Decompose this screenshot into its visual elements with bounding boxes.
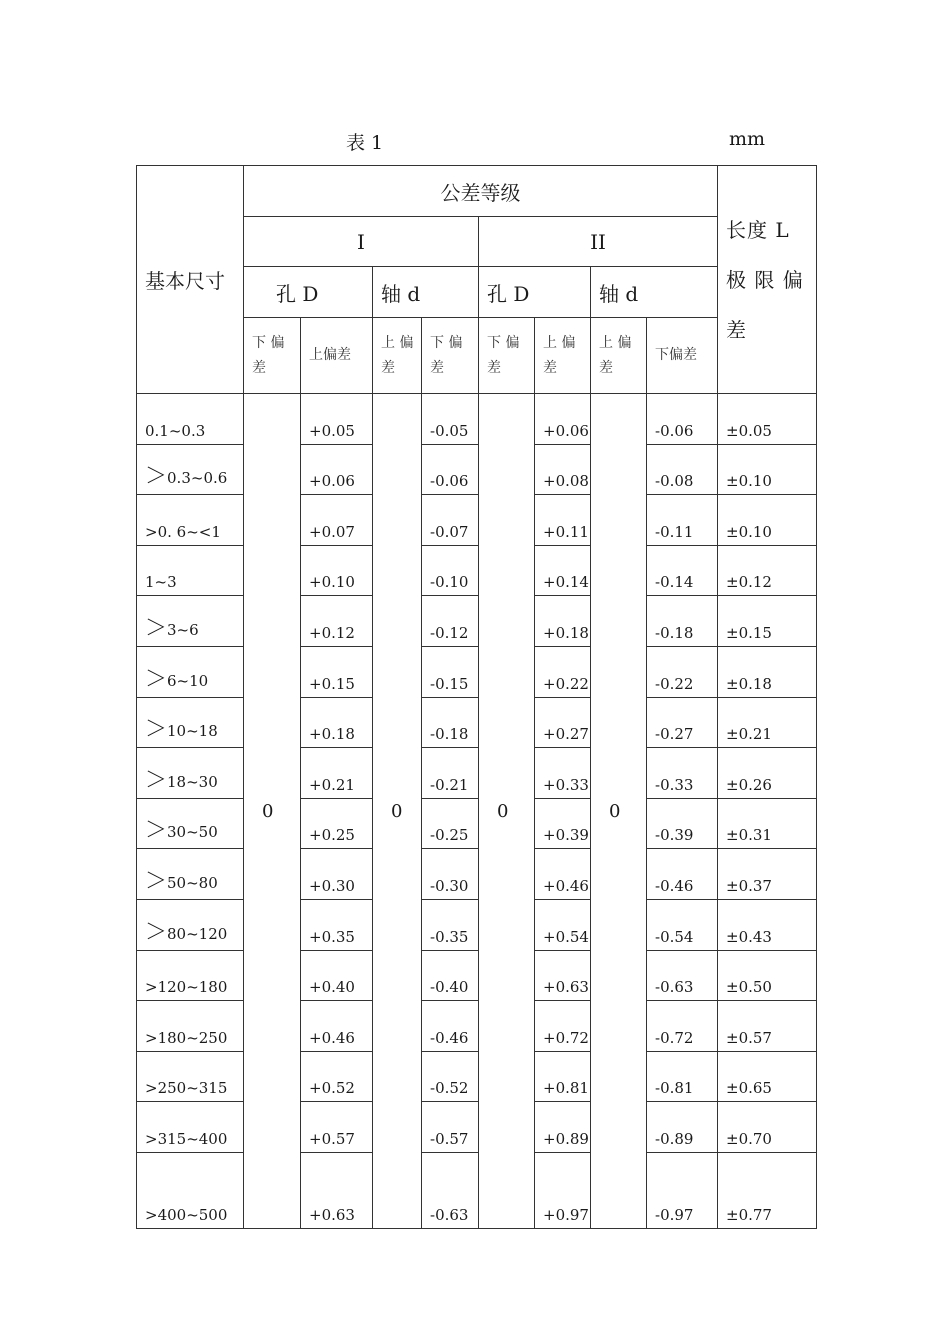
table-row xyxy=(137,798,817,849)
table-row xyxy=(137,1152,817,1228)
shaft-1-lower-dev: -0.18 xyxy=(422,697,479,748)
length-limit-dev: ±0.65 xyxy=(718,1051,817,1102)
shaft-1-lower-dev: -0.25 xyxy=(422,798,479,849)
subheader-lower-dev: 下 偏 差 xyxy=(479,318,535,394)
basic-size-cell: >180~250 xyxy=(137,1001,244,1052)
header-grade-2: II xyxy=(479,217,718,267)
shaft-2-lower-dev: -0.27 xyxy=(647,697,718,748)
length-limit-dev: ±0.15 xyxy=(718,596,817,647)
length-limit-dev: ±0.57 xyxy=(718,1001,817,1052)
hole-2-upper-dev: +0.63 xyxy=(535,950,591,1001)
length-limit-dev: ±0.70 xyxy=(718,1102,817,1153)
header-hole-1: 孔 D xyxy=(244,267,373,318)
hole-1-upper-dev: +0.18 xyxy=(301,697,373,748)
hole-1-upper-dev: +0.46 xyxy=(301,1001,373,1052)
shaft-2-lower-dev: -0.72 xyxy=(647,1001,718,1052)
basic-size-cell: >315~400 xyxy=(137,1102,244,1153)
shaft-2-lower-dev: -0.33 xyxy=(647,748,718,799)
shaft-1-lower-dev: -0.12 xyxy=(422,596,479,647)
hole-2-upper-dev: +0.18 xyxy=(535,596,591,647)
shaft-2-lower-dev: -0.63 xyxy=(647,950,718,1001)
subheader-upper-dev: 上 偏 差 xyxy=(373,318,422,394)
table-row xyxy=(137,1051,817,1102)
hole-2-upper-dev: +0.11 xyxy=(535,495,591,546)
length-limit-dev: ±0.21 xyxy=(718,697,817,748)
hole-1-upper-dev: +0.06 xyxy=(301,444,373,495)
table-row xyxy=(137,545,817,596)
shaft-2-lower-dev: -0.11 xyxy=(647,495,718,546)
table-row xyxy=(137,950,817,1001)
shaft-1-lower-dev: -0.40 xyxy=(422,950,479,1001)
table-row xyxy=(137,849,817,900)
header-shaft-2: 轴 d xyxy=(591,267,718,318)
table-caption: 表 1 xyxy=(346,132,384,154)
length-limit-dev: ±0.43 xyxy=(718,899,817,950)
hole-1-upper-dev: +0.40 xyxy=(301,950,373,1001)
shaft-1-lower-dev: -0.52 xyxy=(422,1051,479,1102)
hole-2-upper-dev: +0.06 xyxy=(535,394,591,445)
hole-1-upper-dev: +0.10 xyxy=(301,545,373,596)
hole-2-upper-dev: +0.22 xyxy=(535,646,591,697)
hole-2-upper-dev: +0.81 xyxy=(535,1051,591,1102)
hole-1-upper-dev: +0.52 xyxy=(301,1051,373,1102)
shaft-2-lower-dev: -0.14 xyxy=(647,545,718,596)
subheader-lower-dev: 下偏差 xyxy=(647,318,718,394)
shaft-2-upper-dev: 0 xyxy=(591,394,647,1229)
table-row xyxy=(137,697,817,748)
length-limit-dev: ±0.50 xyxy=(718,950,817,1001)
shaft-2-lower-dev: -0.81 xyxy=(647,1051,718,1102)
shaft-2-lower-dev: -0.22 xyxy=(647,646,718,697)
hole-2-upper-dev: +0.14 xyxy=(535,545,591,596)
length-limit-dev: ±0.10 xyxy=(718,495,817,546)
shaft-2-lower-dev: -0.08 xyxy=(647,444,718,495)
length-limit-dev: ±0.77 xyxy=(718,1152,817,1228)
subheader-upper-dev: 上偏差 xyxy=(301,318,373,394)
basic-size-cell: >120~180 xyxy=(137,950,244,1001)
table-row xyxy=(137,596,817,647)
hole-2-upper-dev: +0.27 xyxy=(535,697,591,748)
length-limit-dev: ±0.18 xyxy=(718,646,817,697)
table-row xyxy=(137,1102,817,1153)
shaft-2-lower-dev: -0.18 xyxy=(647,596,718,647)
shaft-1-lower-dev: -0.21 xyxy=(422,748,479,799)
hole-1-upper-dev: +0.21 xyxy=(301,748,373,799)
table-row xyxy=(137,1001,817,1052)
hole-2-upper-dev: +0.33 xyxy=(535,748,591,799)
shaft-2-lower-dev: -0.97 xyxy=(647,1152,718,1228)
hole-2-upper-dev: +0.46 xyxy=(535,849,591,900)
basic-size-cell: ＞50~80 xyxy=(137,849,244,900)
shaft-1-lower-dev: -0.63 xyxy=(422,1152,479,1228)
basic-size-cell: >250~315 xyxy=(137,1051,244,1102)
hole-1-lower-dev: 0 xyxy=(244,394,301,1229)
shaft-1-lower-dev: -0.07 xyxy=(422,495,479,546)
shaft-1-upper-dev: 0 xyxy=(373,394,422,1229)
hole-1-upper-dev: +0.35 xyxy=(301,899,373,950)
header-tolerance-grade: 公差等级 xyxy=(244,166,718,217)
hole-1-upper-dev: +0.15 xyxy=(301,646,373,697)
hole-2-upper-dev: +0.97 xyxy=(535,1152,591,1228)
hole-2-upper-dev: +0.54 xyxy=(535,899,591,950)
header-length-limit: 长度 L 极 限 偏 差 xyxy=(718,166,817,394)
table-row xyxy=(137,444,817,495)
subheader-upper-dev: 上 偏 差 xyxy=(591,318,647,394)
unit-label: mm xyxy=(729,128,766,150)
basic-size-cell: ＞10~18 xyxy=(137,697,244,748)
subheader-lower-dev: 下 偏 差 xyxy=(244,318,301,394)
shaft-2-lower-dev: -0.54 xyxy=(647,899,718,950)
header-grade-1: I xyxy=(244,217,479,267)
length-limit-dev: ±0.31 xyxy=(718,798,817,849)
subheader-lower-dev: 下 偏 差 xyxy=(422,318,479,394)
subheader-upper-dev: 上 偏 差 xyxy=(535,318,591,394)
shaft-1-lower-dev: -0.35 xyxy=(422,899,479,950)
header-shaft-1: 轴 d xyxy=(373,267,479,318)
hole-2-upper-dev: +0.72 xyxy=(535,1001,591,1052)
header-basic-size: 基本尺寸 xyxy=(137,166,244,394)
table-row xyxy=(137,394,817,445)
hole-2-upper-dev: +0.08 xyxy=(535,444,591,495)
shaft-1-lower-dev: -0.10 xyxy=(422,545,479,596)
basic-size-cell: 1~3 xyxy=(137,545,244,596)
hole-1-upper-dev: +0.05 xyxy=(301,394,373,445)
basic-size-cell: ＞6~10 xyxy=(137,646,244,697)
basic-size-cell: >0. 6~<1 xyxy=(137,495,244,546)
table-row xyxy=(137,495,817,546)
shaft-1-lower-dev: -0.57 xyxy=(422,1102,479,1153)
hole-1-upper-dev: +0.12 xyxy=(301,596,373,647)
header-hole-2: 孔 D xyxy=(479,267,591,318)
shaft-2-lower-dev: -0.06 xyxy=(647,394,718,445)
table-row xyxy=(137,748,817,799)
shaft-1-lower-dev: -0.30 xyxy=(422,849,479,900)
length-limit-dev: ±0.37 xyxy=(718,849,817,900)
hole-2-lower-dev: 0 xyxy=(479,394,535,1229)
length-limit-dev: ±0.12 xyxy=(718,545,817,596)
tolerance-table xyxy=(136,165,817,1229)
hole-1-upper-dev: +0.07 xyxy=(301,495,373,546)
shaft-2-lower-dev: -0.46 xyxy=(647,849,718,900)
hole-2-upper-dev: +0.89 xyxy=(535,1102,591,1153)
hole-1-upper-dev: +0.30 xyxy=(301,849,373,900)
shaft-1-lower-dev: -0.06 xyxy=(422,444,479,495)
table-row xyxy=(137,646,817,697)
basic-size-cell: ＞80~120 xyxy=(137,899,244,950)
shaft-1-lower-dev: -0.05 xyxy=(422,394,479,445)
shaft-2-lower-dev: -0.89 xyxy=(647,1102,718,1153)
basic-size-cell: ＞0.3~0.6 xyxy=(137,444,244,495)
length-limit-dev: ±0.26 xyxy=(718,748,817,799)
basic-size-cell: ＞18~30 xyxy=(137,748,244,799)
basic-size-cell: ＞30~50 xyxy=(137,798,244,849)
hole-1-upper-dev: +0.57 xyxy=(301,1102,373,1153)
length-limit-dev: ±0.05 xyxy=(718,394,817,445)
table-row xyxy=(137,899,817,950)
shaft-1-lower-dev: -0.46 xyxy=(422,1001,479,1052)
shaft-1-lower-dev: -0.15 xyxy=(422,646,479,697)
shaft-2-lower-dev: -0.39 xyxy=(647,798,718,849)
hole-2-upper-dev: +0.39 xyxy=(535,798,591,849)
hole-1-upper-dev: +0.25 xyxy=(301,798,373,849)
basic-size-cell: 0.1~0.3 xyxy=(137,394,244,445)
length-limit-dev: ±0.10 xyxy=(718,444,817,495)
basic-size-cell: >400~500 xyxy=(137,1152,244,1228)
hole-1-upper-dev: +0.63 xyxy=(301,1152,373,1228)
basic-size-cell: ＞3~6 xyxy=(137,596,244,647)
